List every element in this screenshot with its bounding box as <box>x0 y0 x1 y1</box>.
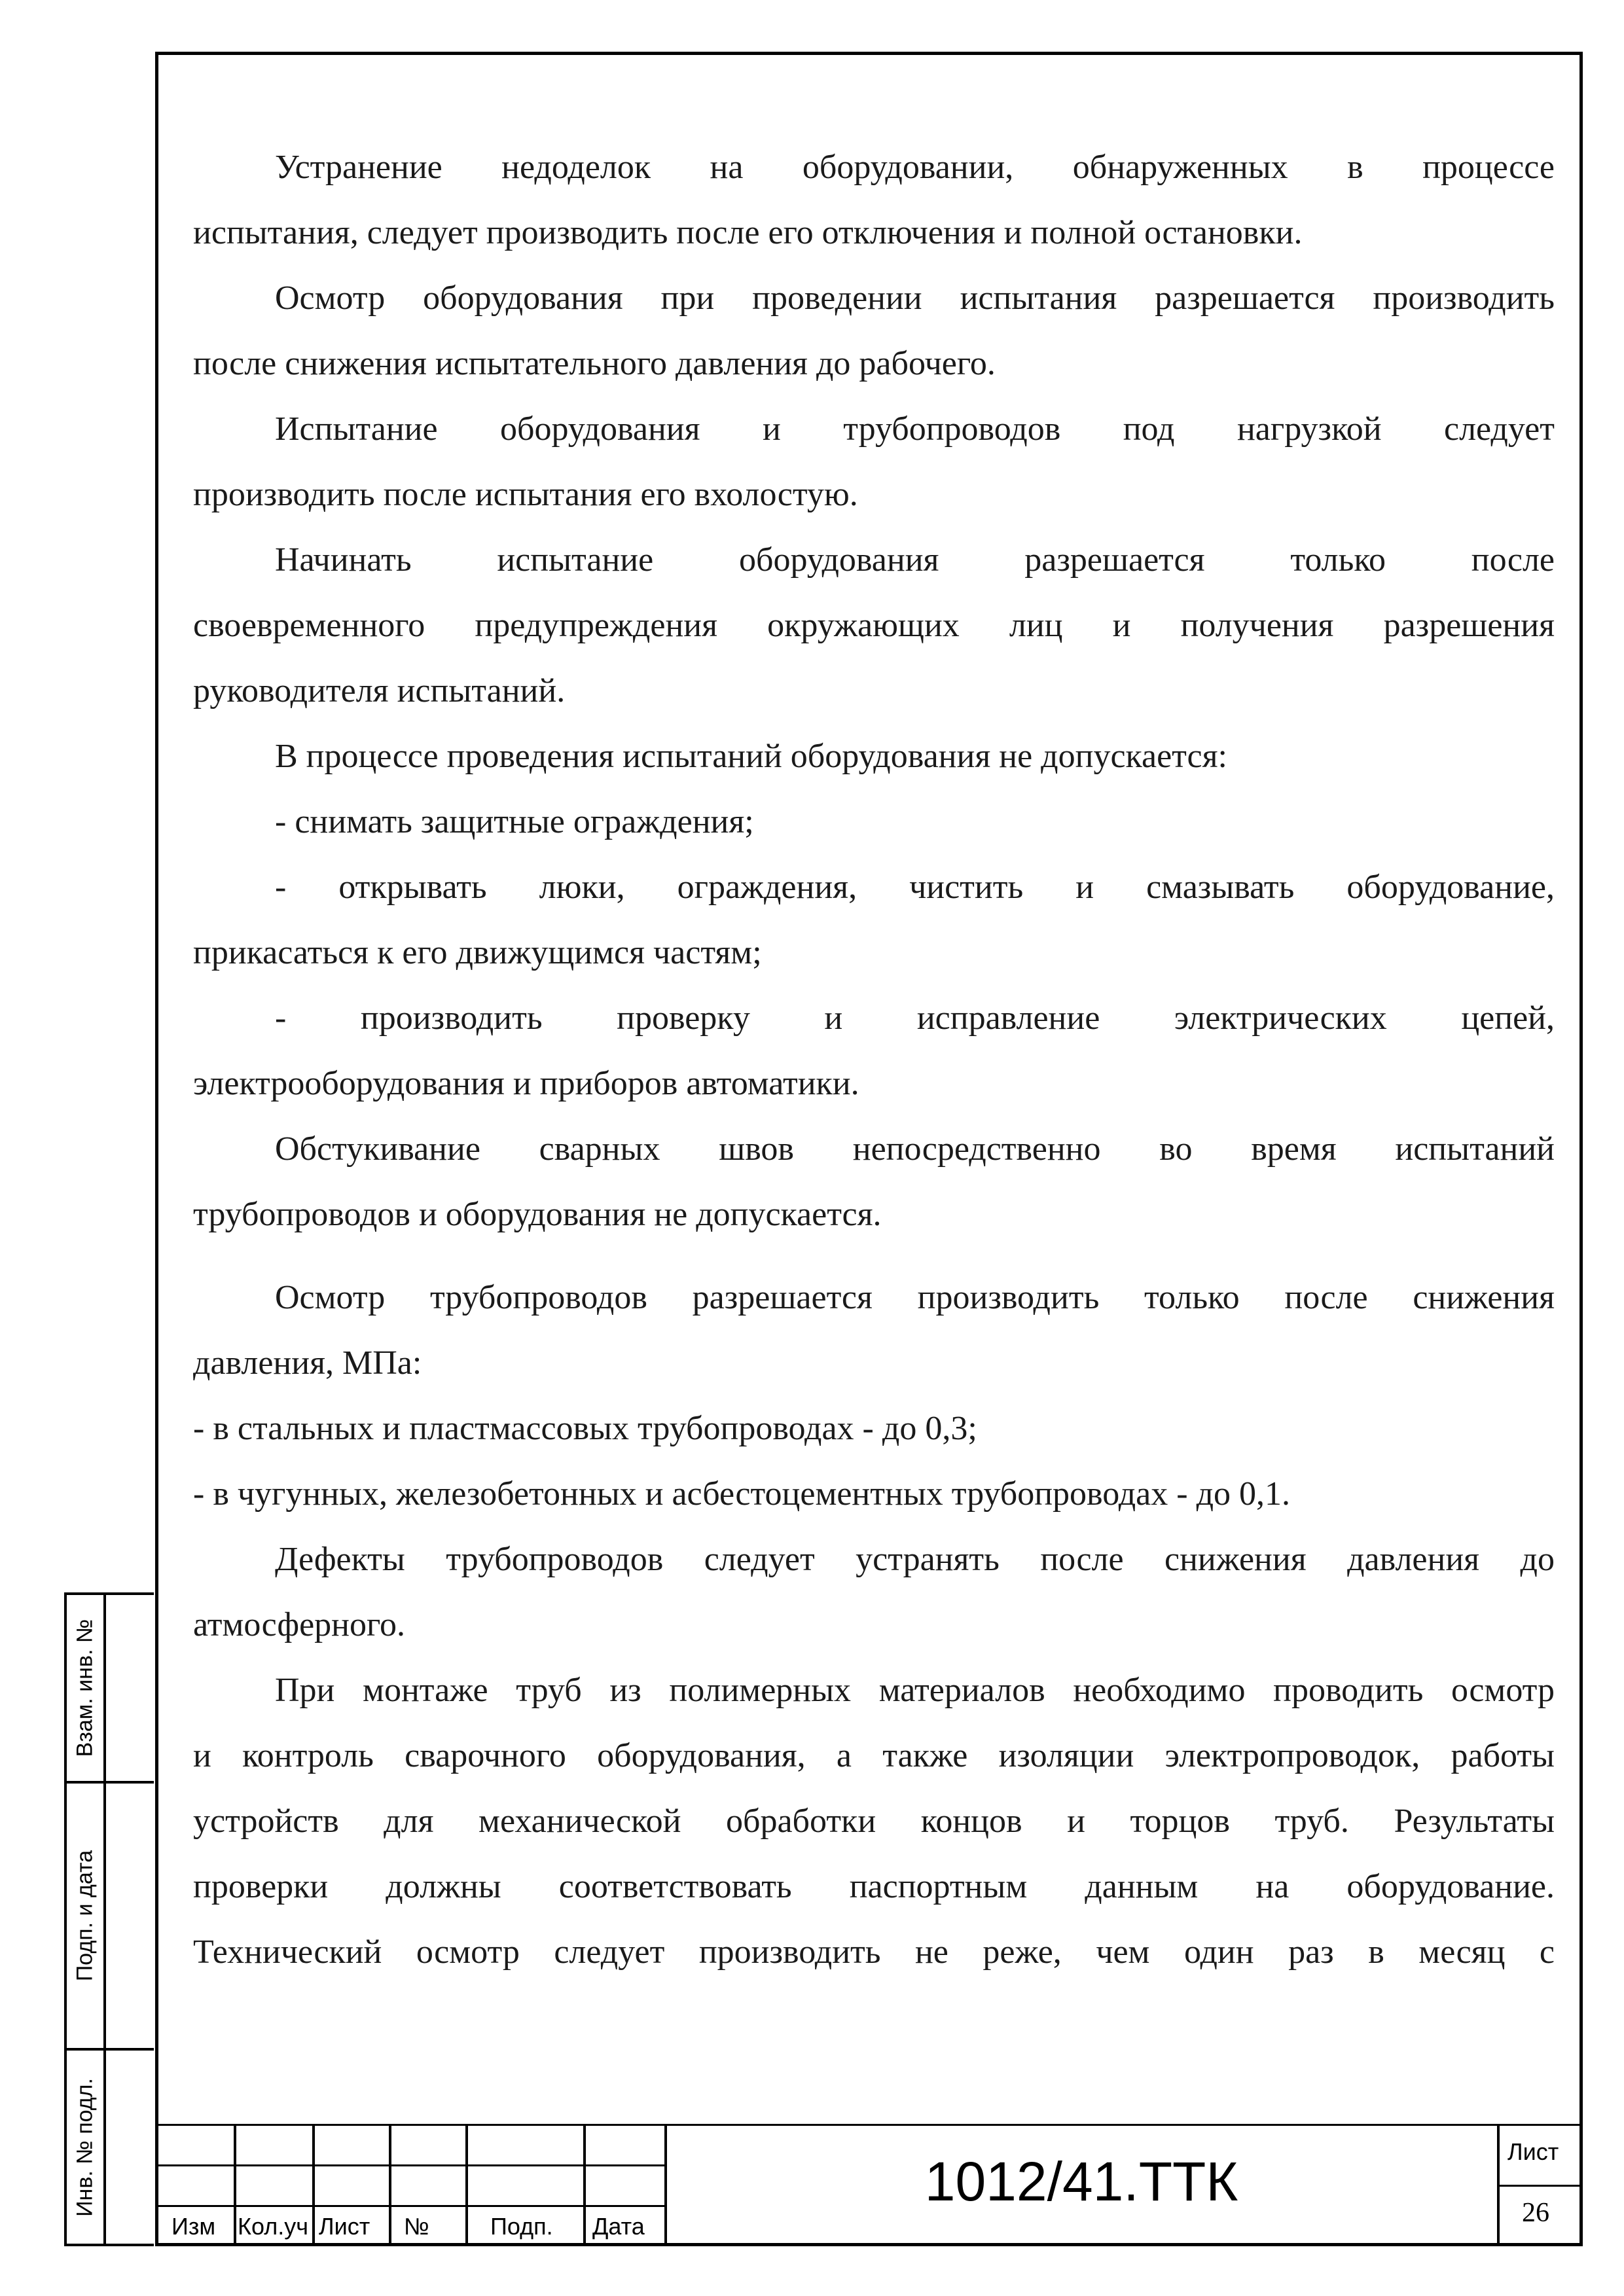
number-label: № <box>404 2213 429 2240</box>
title-block-col-line <box>465 2124 468 2246</box>
text-line: - открывать люки, ограждения, чистить и смазывать оборудование, <box>275 869 1555 906</box>
text-line: давления, МПа: <box>193 1344 422 1382</box>
text-line: производить после испытания его вхолостую. <box>193 476 858 513</box>
text-line: Технический осмотр следует производить не реже, чем один раз в месяц с <box>193 1933 1555 1971</box>
text-line: своевременного предупреждения окружающих лиц и получения разрешения <box>193 607 1555 644</box>
text-line: - в стальных и пластмассовых трубопроводах - до 0,3; <box>193 1410 977 1447</box>
sheet-cell-divider <box>1497 2185 1583 2187</box>
text-line: электрооборудования и приборов автоматики. <box>193 1065 859 1102</box>
text-line: устройств для механической обработки концов и торцов труб. Результаты <box>193 1803 1555 1840</box>
text-line: испытания, следует производить после его отключения и полной остановки. <box>193 214 1303 251</box>
data-label: Дата <box>592 2213 645 2240</box>
text-line: При монтаже труб из полимерных материалов необходимо проводить осмотр <box>275 1672 1555 1709</box>
title-block-col-line <box>1497 2124 1500 2246</box>
text-line: Дефекты трубопроводов следует устранять после снижения давления до <box>275 1541 1555 1578</box>
text-line: прикасаться к его движущимся частям; <box>193 934 762 971</box>
kol-uch-label: Кол.уч <box>238 2213 308 2240</box>
side-stamp-vzam-inv <box>64 1592 154 1784</box>
text-line: - снимать защитные ограждения; <box>275 803 754 840</box>
text-line: Осмотр трубопроводов разрешается производить только после снижения <box>275 1279 1555 1316</box>
sheet-label: Лист <box>1507 2138 1559 2165</box>
title-block-col-line <box>234 2124 236 2246</box>
text-line: Осмотр оборудования при проведении испытания разрешается производить <box>275 279 1555 317</box>
text-line: руководителя испытаний. <box>193 672 566 709</box>
document-code: 1012/41.ТТК <box>924 2151 1238 2212</box>
title-block <box>155 2124 1583 2246</box>
text-line: атмосферного. <box>193 1606 406 1643</box>
podp-label: Подп. <box>490 2213 553 2240</box>
title-block-col-line <box>312 2124 315 2246</box>
side-stamp-label: Подп. и дата <box>72 1850 98 1982</box>
text-line: после снижения испытательного давления до рабочего. <box>193 345 996 382</box>
list-label: Лист <box>319 2213 370 2240</box>
text-line: Устранение недоделок на оборудовании, обнаруженных в процессе <box>275 149 1555 186</box>
title-block-col-line <box>583 2124 586 2246</box>
text-line: Обстукивание сварных швов непосредственно во время испытаний <box>275 1130 1555 1168</box>
side-stamp-label: Инв. № подл. <box>72 2077 98 2217</box>
text-line: Испытание оборудования и трубопроводов под нагрузкой следует <box>275 410 1555 448</box>
title-block-row-line <box>155 2164 666 2166</box>
text-line: - производить проверку и исправление электрических цепей, <box>275 999 1555 1037</box>
side-stamp-podp-data <box>64 1781 154 2051</box>
title-block-col-line <box>389 2124 391 2246</box>
side-stamp-label: Взам. инв. № <box>72 1619 98 1757</box>
izm-label: Изм <box>171 2213 216 2240</box>
text-line: В процессе проведения испытаний оборудования не допускается: <box>275 738 1227 775</box>
title-block-row-line <box>155 2205 666 2207</box>
text-line: трубопроводов и оборудования не допускается. <box>193 1196 882 1233</box>
title-block-top-border <box>155 2124 1583 2126</box>
side-stamp-inv-podl <box>64 2048 154 2246</box>
text-line: - в чугунных, железобетонных и асбестоцементных трубопроводах - до 0,1. <box>193 1475 1291 1513</box>
text-line: Начинать испытание оборудования разрешается только после <box>275 541 1555 579</box>
text-line: проверки должны соответствовать паспортным данным на оборудование. <box>193 1868 1555 1905</box>
text-line: и контроль сварочного оборудования, а также изоляции электропроводок, работы <box>193 1737 1555 1774</box>
sheet-number: 26 <box>1522 2198 1549 2228</box>
